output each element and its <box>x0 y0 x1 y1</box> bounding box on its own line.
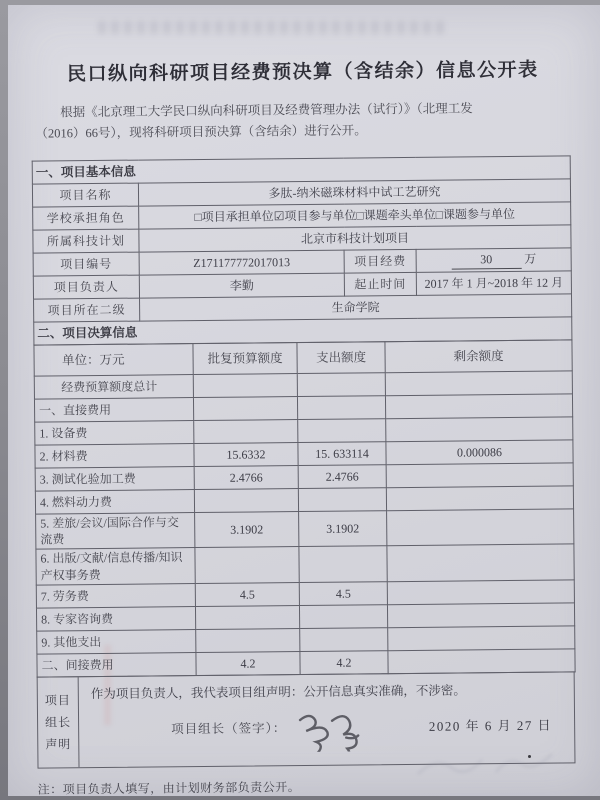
section-title: 二、项目决算信息 <box>34 317 572 345</box>
science-plan-label: 所属科技计划 <box>33 229 139 253</box>
remain-cell <box>387 544 574 581</box>
department-label: 项目所在二级 <box>34 298 140 322</box>
row-label: 2. 材料费 <box>35 444 194 469</box>
budget-cell: 15.6332 <box>194 443 298 467</box>
budget-cell <box>193 397 297 421</box>
signature-row <box>91 713 564 740</box>
spent-cell: 4.2 <box>300 650 388 674</box>
row-label: 7. 劳务费 <box>36 583 195 608</box>
budget-cell: 4.5 <box>195 582 299 606</box>
spent-cell <box>299 546 387 582</box>
section-title: 一、项目基本信息 <box>32 156 570 184</box>
remain-cell <box>386 463 573 488</box>
footnote: 注：项目负责人填写，由计划财务部负责公开。 <box>37 779 301 797</box>
remain-cell <box>388 626 575 651</box>
project-funds-value <box>416 248 571 272</box>
budget-cell <box>194 420 298 444</box>
project-leader-value: 李勤 <box>139 273 344 298</box>
spent-cell <box>299 604 387 628</box>
remain-cell <box>385 371 572 396</box>
project-period-value: 2017 年 1 月~2018 年 12 月 <box>416 271 571 295</box>
column-header-unit: 单位：万元 <box>34 344 193 377</box>
remain-cell <box>387 603 574 628</box>
declaration-statement: 作为项目负责人，我代表项目组声明：公开信息真实准确，不涉密。 <box>90 683 466 701</box>
spent-cell: 15. 633114 <box>298 442 386 466</box>
remain-cell <box>388 649 575 674</box>
declaration-side-label <box>38 677 80 767</box>
column-header-expenditure: 支出额度 <box>297 342 385 374</box>
budget-cell <box>193 374 297 398</box>
spent-cell <box>297 396 385 420</box>
row-label: 9. 其他支出 <box>37 629 196 654</box>
remain-cell <box>385 394 572 419</box>
budget-cell <box>196 628 300 652</box>
school-role-checkboxes: □项目承担单位☑项目参与单位□课题牵头单位□课题参与单位 <box>139 202 571 229</box>
spent-cell <box>297 373 385 397</box>
row-label: 8. 专家咨询费 <box>36 606 195 631</box>
row-label: 4. 燃料动力费 <box>35 490 194 515</box>
intro-line-2: （2016）66号），现将科研项目预决算（含结余）进行公开。 <box>35 123 367 141</box>
funds-unit: 万 <box>524 252 537 267</box>
spent-cell: 3.1902 <box>299 511 387 547</box>
page-title: 民口纵向科研项目经费预决算（含结余）信息公开表 <box>66 59 539 86</box>
row-label: 3. 测试化验加工费 <box>35 467 194 492</box>
intro-line-1: 根据《北京理工大学民口纵向科研项目及经费管理办法（试行）》（北理工发 <box>60 101 473 120</box>
settlement-header-row <box>34 340 572 376</box>
spent-cell <box>298 488 386 512</box>
project-code-label: 项目编号 <box>33 252 139 276</box>
project-name-label: 项目名称 <box>32 183 138 207</box>
funds-amount: 30 <box>451 251 521 269</box>
side-label-line: 声明 <box>45 737 72 752</box>
intro-paragraph <box>35 97 571 144</box>
remain-cell: 0.000086 <box>386 440 573 465</box>
remain-cell <box>387 580 574 605</box>
project-name-value: 多肽-纳米磁珠材料中试工艺研究 <box>138 179 570 206</box>
project-funds-label: 项目经费 <box>344 249 416 273</box>
row-label: 一、直接费用 <box>34 398 193 423</box>
row-label: 6. 出版/文献/信息传播/知识产权事务费 <box>36 548 195 585</box>
bleed-through-handwriting <box>410 744 570 784</box>
budget-cell <box>195 605 299 629</box>
project-code-value: Z171177772017013 <box>139 250 344 275</box>
signature-field-label: 项目组长（签字）： <box>171 720 287 737</box>
handwritten-signature <box>288 707 364 752</box>
settlement-table <box>33 339 575 677</box>
budget-cell: 4.2 <box>196 651 300 675</box>
budget-cell: 3.1902 <box>195 512 299 548</box>
table-row-publication-ip <box>36 544 574 585</box>
spent-cell: 4.5 <box>299 581 387 605</box>
row-label: 二、间接费用 <box>37 652 196 677</box>
row-label: 经费预算额度总计 <box>34 375 193 400</box>
side-label-line: 组长 <box>44 715 72 730</box>
remain-cell <box>386 486 573 511</box>
row-label: 1. 设备费 <box>35 421 194 446</box>
side-label-line: 项目 <box>44 693 71 708</box>
spent-cell <box>298 419 386 443</box>
remain-cell <box>387 509 574 546</box>
table-row-travel-meetings <box>36 509 574 550</box>
school-role-label: 学校承担角色 <box>33 206 139 230</box>
project-period-label: 起止时间 <box>344 272 416 296</box>
row-label: 5. 差旅/会议/国际合作与交流费 <box>36 513 195 550</box>
column-header-approved-budget: 批复预算额度 <box>193 343 297 375</box>
department-value: 生命学院 <box>140 294 572 321</box>
budget-cell <box>195 547 299 583</box>
remain-cell <box>386 417 573 442</box>
science-plan-value: 北京市科技计划项目 <box>139 225 571 252</box>
document-content <box>4 2 600 799</box>
paper-sheet <box>8 5 600 796</box>
budget-cell <box>194 489 298 513</box>
signature-date: 2020 年 6 月 27 日 <box>428 717 553 735</box>
spent-cell <box>300 627 388 651</box>
spent-cell: 2.4766 <box>298 465 386 489</box>
column-header-remaining: 剩余额度 <box>385 340 572 373</box>
basic-info-table <box>32 155 573 345</box>
budget-cell: 2.4766 <box>194 466 298 490</box>
project-leader-label: 项目负责人 <box>33 275 139 299</box>
